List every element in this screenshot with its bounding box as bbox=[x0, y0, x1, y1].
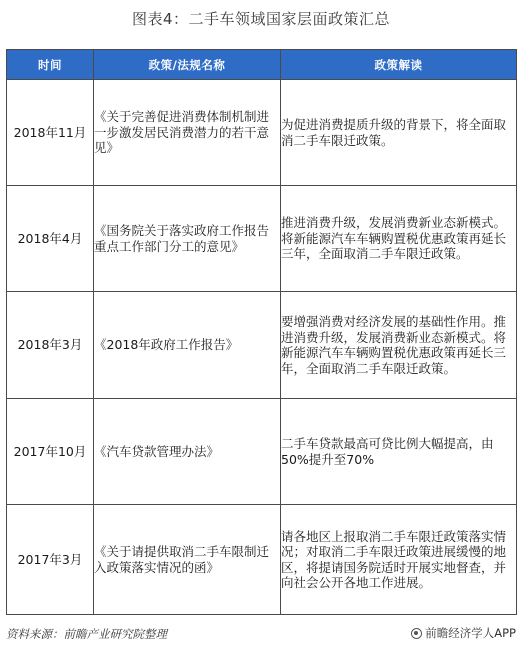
cell-policy-reading: 推进消费升级，发展消费新业态新模式。将新能源汽车车辆购置税优惠政策再延长三年，全面取消二手车限迁政策。 bbox=[281, 186, 517, 292]
table-row bbox=[7, 80, 517, 186]
cell-policy-name: 《汽车贷款管理办法》 bbox=[94, 399, 281, 505]
cell-policy-reading: 要增强消费对经济发展的基础性作用。推进消费升级，发展消费新业态新模式。将新能源汽车车辆购置税优惠政策再延长三年，全面取消二手车限迁政策。 bbox=[281, 292, 517, 399]
cell-policy-reading: 二手车贷款最高可贷比例大幅提高，由50%提升至70% bbox=[281, 399, 517, 505]
cell-policy-reading: 请各地区上报取消二手车限迁政策落实情况；对取消二手车限迁政策进展缓慢的地区，将提请国务院适时开展实地督查，并向社会公开各地工作进展。 bbox=[281, 505, 517, 615]
source-note: 资料来源：前瞻产业研究院整理 bbox=[6, 627, 167, 641]
cell-policy-reading: 为促进消费提质升级的背景下，将全面取消二手车限迁政策。 bbox=[281, 80, 517, 186]
header-time: 时间 bbox=[7, 50, 94, 80]
cell-policy-name: 《关于完善促进消费体制机制进一步激发居民消费潜力的若干意见》 bbox=[94, 80, 281, 186]
header-policy-reading: 政策解读 bbox=[281, 50, 517, 80]
cell-time: 2018年3月 bbox=[7, 292, 94, 399]
brand-credit bbox=[411, 625, 516, 641]
cell-time: 2018年4月 bbox=[7, 186, 94, 292]
cell-policy-name: 《国务院关于落实政府工作报告重点工作部门分工的意见》 bbox=[94, 186, 281, 292]
table-row bbox=[7, 186, 517, 292]
cell-time: 2017年3月 bbox=[7, 505, 94, 615]
table-row bbox=[7, 399, 517, 505]
cell-policy-name: 《2018年政府工作报告》 bbox=[94, 292, 281, 399]
page-title: 图表4：二手车领域国家层面政策汇总 bbox=[131, 10, 391, 28]
qianzhan-logo-icon bbox=[411, 628, 422, 639]
table-row bbox=[7, 292, 517, 399]
policy-table bbox=[6, 49, 517, 615]
header-policy-name: 政策/法规名称 bbox=[94, 50, 281, 80]
table-header-row bbox=[7, 50, 517, 80]
cell-time: 2017年10月 bbox=[7, 399, 94, 505]
table-row bbox=[7, 505, 517, 615]
cell-time: 2018年11月 bbox=[7, 80, 94, 186]
brand-name: 前瞻经济学人APP bbox=[425, 626, 516, 640]
cell-policy-name: 《关于请提供取消二手车限制迁入政策落实情况的函》 bbox=[94, 505, 281, 615]
